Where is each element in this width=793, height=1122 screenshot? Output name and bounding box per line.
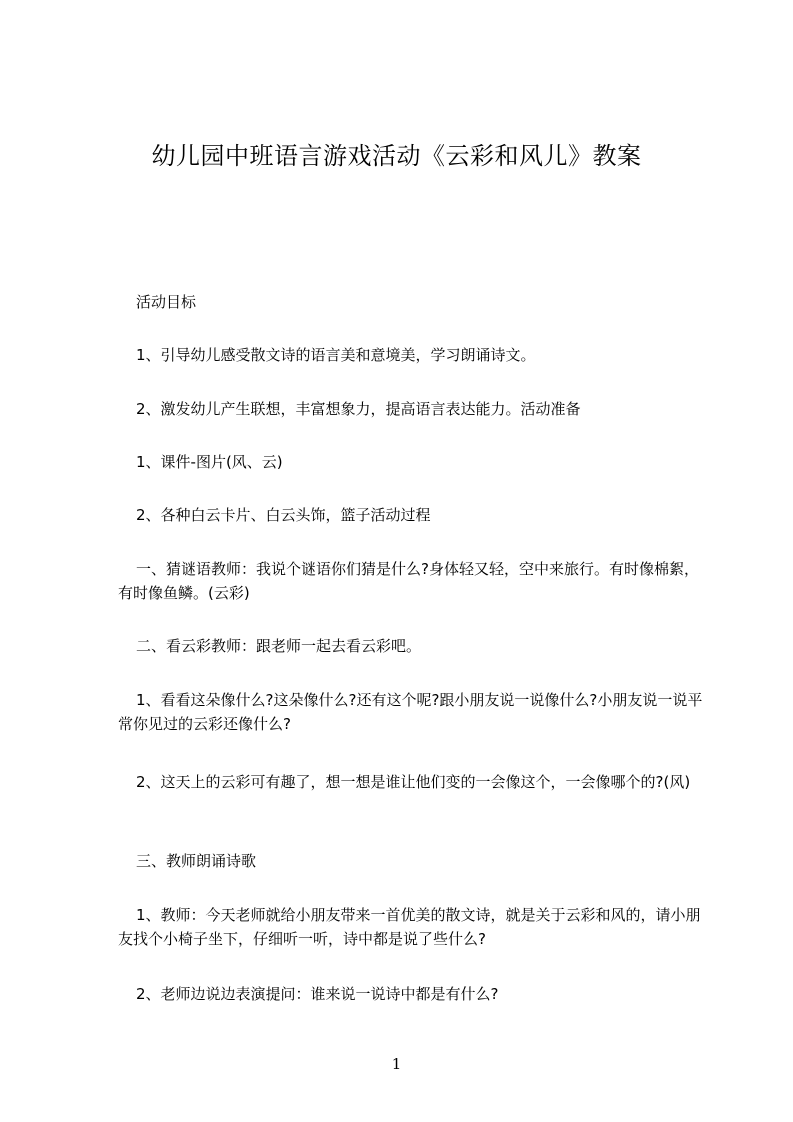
document-title: 幼儿园中班语言游戏活动《云彩和风儿》教案 [151,142,642,170]
paragraph-step-2-2: 2、这天上的云彩可有趣了，想一想是谁让他们变的一会像这个，一会像哪个的?(风) [136,773,691,791]
paragraph-step-2: 二、看云彩教师：跟老师一起去看云彩吧。 [136,637,422,655]
paragraph-step-3-2: 2、老师边说边表演提问：谁来说一说诗中都是有什么? [136,985,499,1003]
page-number: 1 [391,1055,402,1073]
paragraph-step-3: 三、教师朗诵诗歌 [136,852,257,870]
paragraph-goal-1: 1、引导幼儿感受散文诗的语言美和意境美，学习朗诵诗文。 [136,346,536,364]
paragraph-goal-2: 2、激发幼儿产生联想，丰富想象力，提高语言表达能力。活动准备 [136,400,581,418]
paragraph-prep-2: 2、各种白云卡片、白云头饰，篮子活动过程 [136,506,431,524]
paragraph-prep-1: 1、课件-图片(风、云) [136,453,283,471]
paragraph-step-2-1: 1、看看这朵像什么?这朵像什么?还有这个呢?跟小朋友说一说像什么?小朋友说一说平常你见过的云彩还像什么? [118,691,703,733]
paragraph-step-3-1: 1、教师：今天老师就给小朋友带来一首优美的散文诗，就是关于云彩和风的，请小朋友找个小椅子坐下，仔细听一听，诗中都是说了些什么? [118,906,701,948]
paragraph-goals-heading: 活动目标 [136,293,197,311]
paragraph-step-1: 一、猜谜语教师：我说个谜语你们猜是什么?身体轻又轻，空中来旅行。有时像棉絮，有时像鱼鳞。(云彩) [118,560,699,602]
